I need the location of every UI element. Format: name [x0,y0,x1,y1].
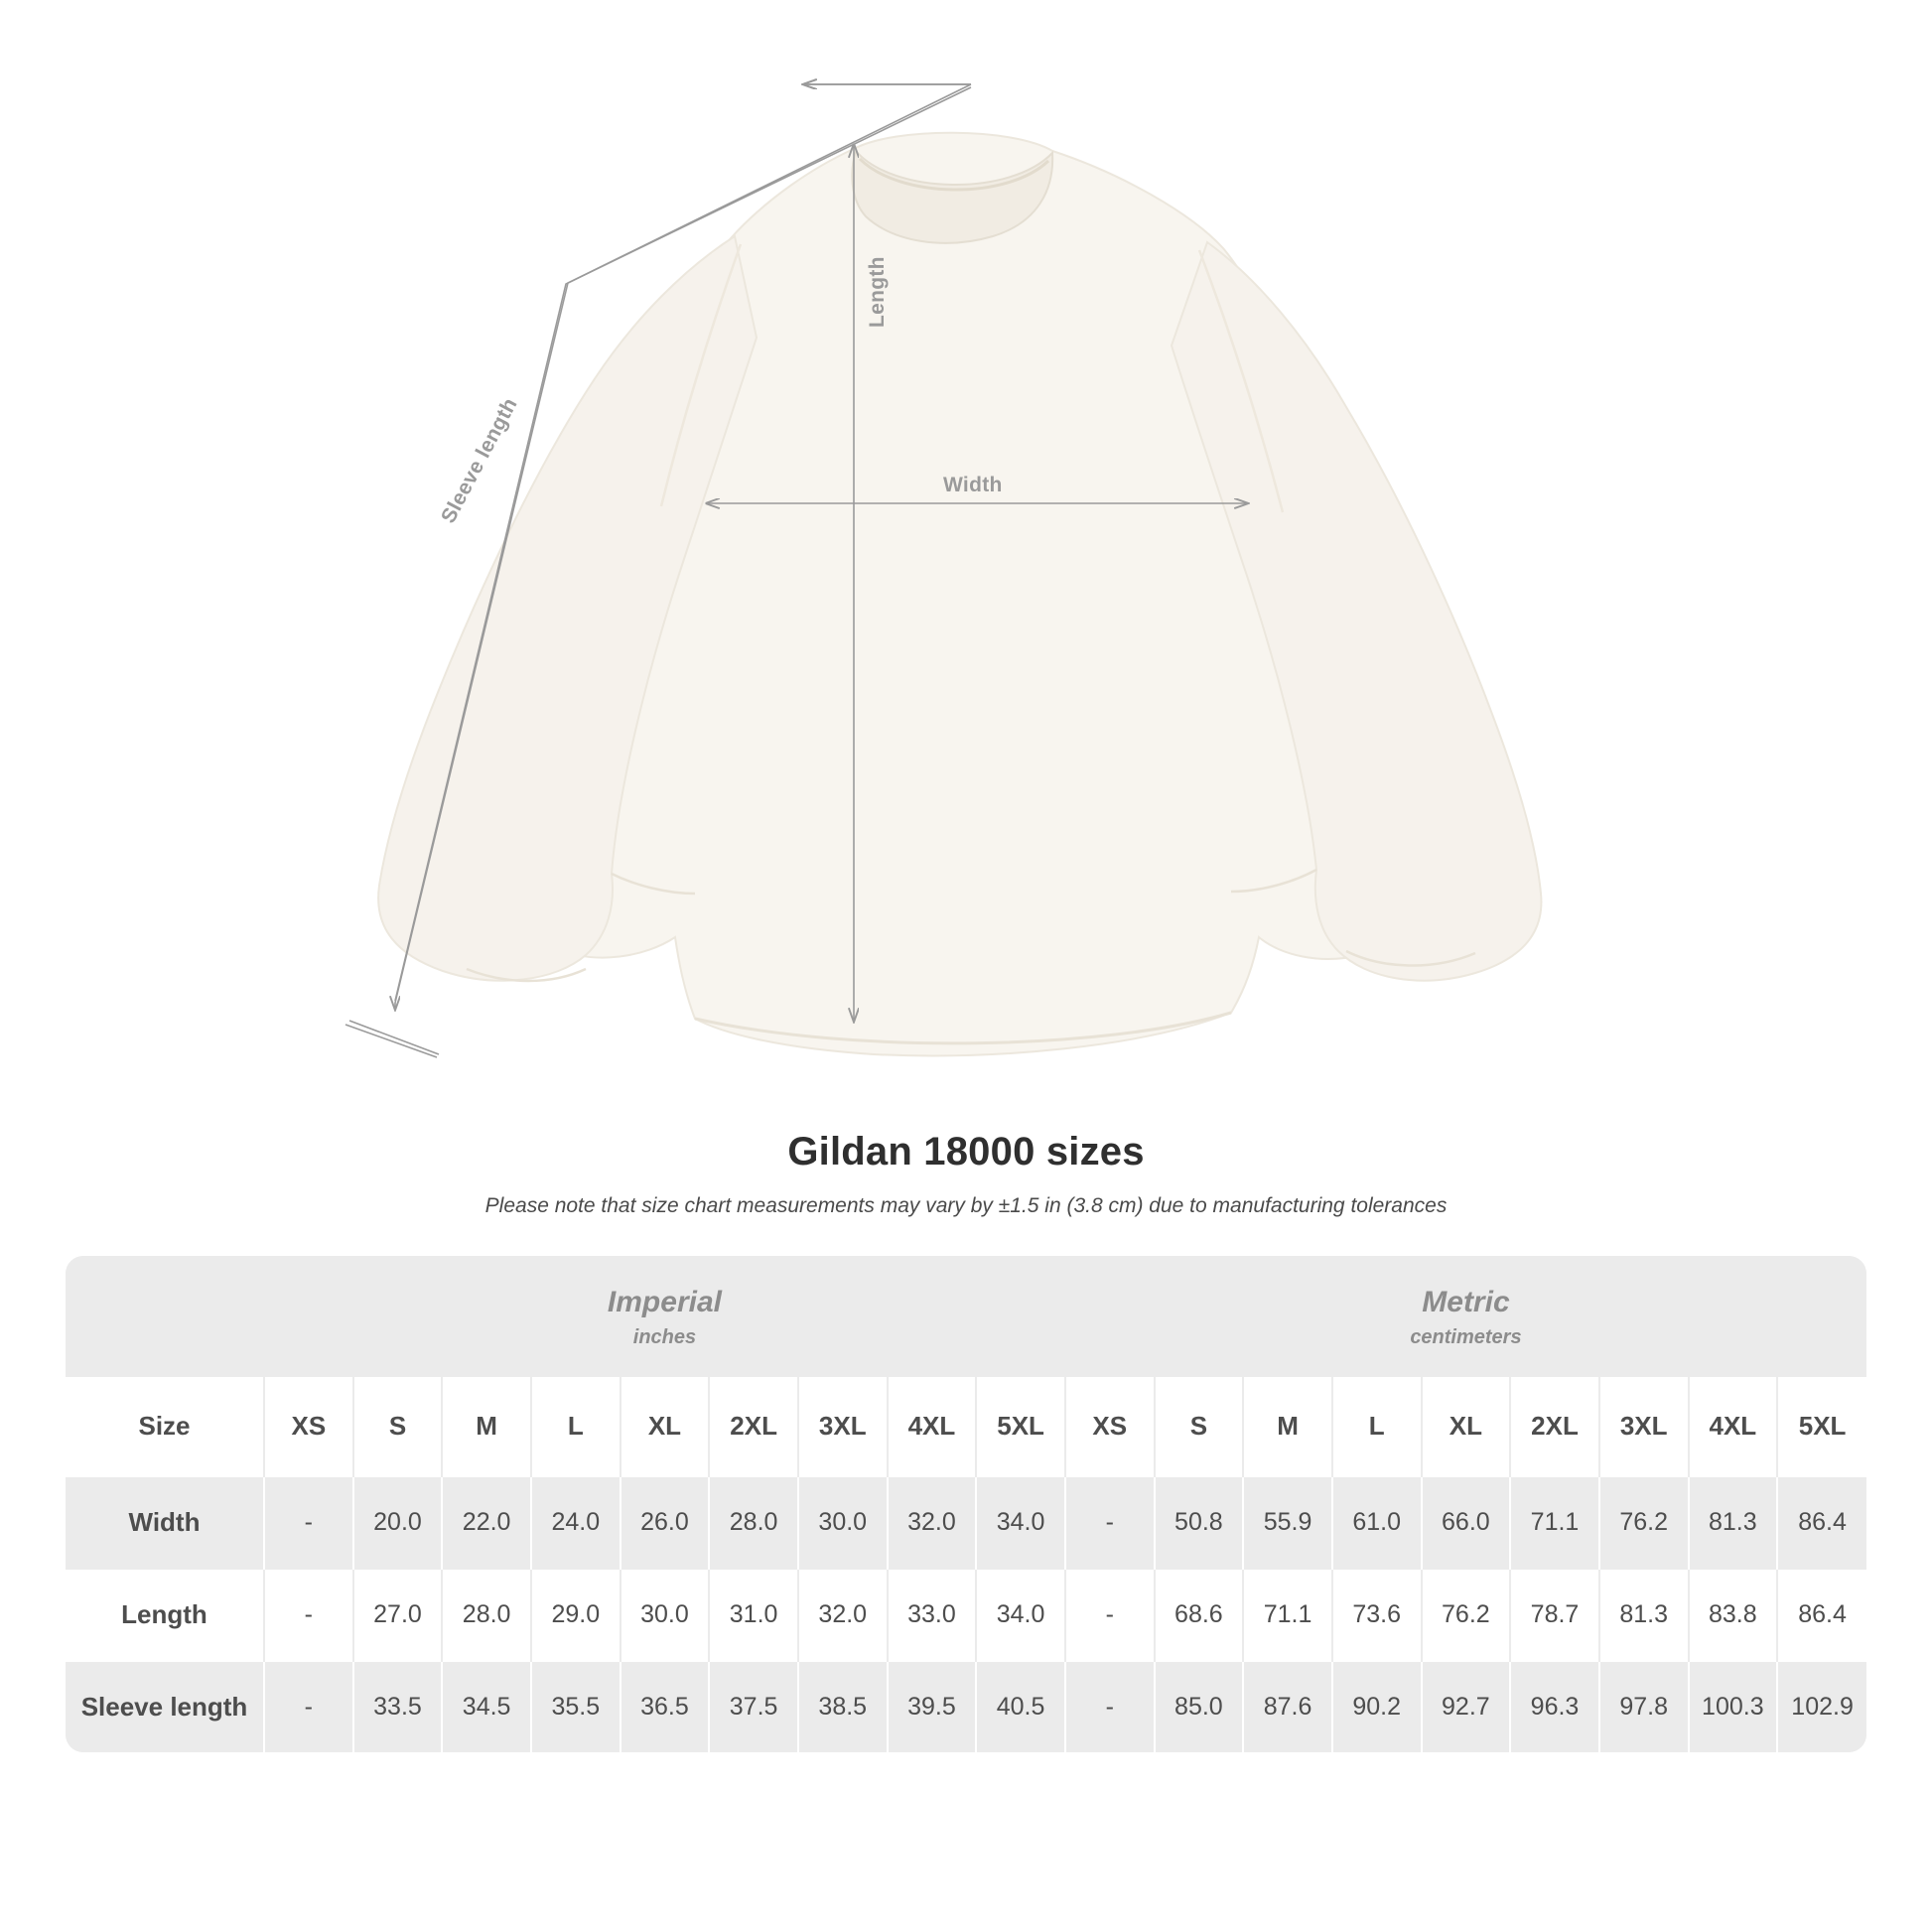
cell: 31.0 [709,1569,798,1661]
row-label-length: Length [66,1569,264,1661]
column-header: 4XL [888,1377,977,1476]
cell: 34.0 [976,1476,1065,1569]
cell: 87.6 [1243,1661,1332,1752]
width-dimension-label: Width [943,474,1003,496]
cell: 27.0 [353,1569,443,1661]
tolerance-note: Please note that size chart measurements may vary by ±1.5 in (3.8 cm) due to manufacturing tolerances [484,1194,1448,1217]
column-header: S [353,1377,443,1476]
cell: 85.0 [1155,1661,1244,1752]
sleeve-dimension-label: Sleeve length [437,394,522,527]
cell: 34.0 [976,1569,1065,1661]
cell: 40.5 [976,1661,1065,1752]
table-header-row [66,1377,1866,1476]
column-header: 2XL [709,1377,798,1476]
cell: - [264,1476,353,1569]
cell: - [1065,1661,1155,1752]
cell: 86.4 [1777,1569,1866,1661]
cell: 86.4 [1777,1476,1866,1569]
cell: 50.8 [1155,1476,1244,1569]
column-header: 5XL [976,1377,1065,1476]
metric-name: Metric [1422,1286,1510,1318]
cell: 34.5 [442,1661,531,1752]
cell: 61.0 [1332,1476,1422,1569]
cell: 96.3 [1510,1661,1599,1752]
cell: - [264,1661,353,1752]
column-header: XL [1422,1377,1511,1476]
table-row [66,1569,1866,1661]
column-header: 3XL [1599,1377,1689,1476]
title-block [0,1130,1932,1218]
unit-group-spacer [66,1256,264,1377]
metric-sub: centimeters [1410,1325,1522,1348]
cell: 26.0 [621,1476,710,1569]
cell: 35.5 [531,1661,621,1752]
cell: 28.0 [442,1569,531,1661]
column-header: 2XL [1510,1377,1599,1476]
column-header: XS [264,1377,353,1476]
cell: 71.1 [1510,1476,1599,1569]
cell: 20.0 [353,1476,443,1569]
cell: 90.2 [1332,1661,1422,1752]
cell: - [264,1569,353,1661]
cell: 71.1 [1243,1569,1332,1661]
imperial-name: Imperial [607,1286,722,1318]
cell: 68.6 [1155,1569,1244,1661]
column-header: 4XL [1689,1377,1778,1476]
cell: - [1065,1569,1155,1661]
cell: 102.9 [1777,1661,1866,1752]
cell: 73.6 [1332,1569,1422,1661]
column-header: L [1332,1377,1422,1476]
column-header: S [1155,1377,1244,1476]
cell: 22.0 [442,1476,531,1569]
cell: 81.3 [1689,1476,1778,1569]
cell: 33.5 [353,1661,443,1752]
size-table [66,1256,1866,1752]
cell: 66.0 [1422,1476,1511,1569]
unit-group-row [66,1256,1866,1377]
cell: 24.0 [531,1476,621,1569]
cell: 81.3 [1599,1569,1689,1661]
cell: 36.5 [621,1661,710,1752]
cell: 30.0 [798,1476,888,1569]
cell: 33.0 [888,1569,977,1661]
column-header: L [531,1377,621,1476]
column-header: 5XL [1777,1377,1866,1476]
cell: 55.9 [1243,1476,1332,1569]
column-header: XS [1065,1377,1155,1476]
cell: 92.7 [1422,1661,1511,1752]
unit-group-metric [1065,1256,1866,1377]
cell: 76.2 [1599,1476,1689,1569]
column-header: M [442,1377,531,1476]
column-header: 3XL [798,1377,888,1476]
cell: 83.8 [1689,1569,1778,1661]
cell: 100.3 [1689,1661,1778,1752]
cell: 39.5 [888,1661,977,1752]
size-table-wrapper [66,1256,1866,1752]
cell: 28.0 [709,1476,798,1569]
row-label-width: Width [66,1476,264,1569]
page-title: Gildan 18000 sizes [787,1130,1145,1173]
cell: 76.2 [1422,1569,1511,1661]
cell: 32.0 [888,1476,977,1569]
row-label-sleeve-length: Sleeve length [66,1661,264,1752]
length-dimension-label: Length [866,256,889,328]
cell: 78.7 [1510,1569,1599,1661]
column-header-size: Size [66,1377,264,1476]
cell: 32.0 [798,1569,888,1661]
cell: 97.8 [1599,1661,1689,1752]
cell: 29.0 [531,1569,621,1661]
column-header: XL [621,1377,710,1476]
unit-group-imperial [264,1256,1065,1377]
cell: 30.0 [621,1569,710,1661]
cell: 38.5 [798,1661,888,1752]
cell: 37.5 [709,1661,798,1752]
cell: - [1065,1476,1155,1569]
column-header: M [1243,1377,1332,1476]
table-row [66,1476,1866,1569]
sweatshirt-shape [378,133,1541,1056]
imperial-sub: inches [632,1325,697,1348]
table-row [66,1661,1866,1752]
